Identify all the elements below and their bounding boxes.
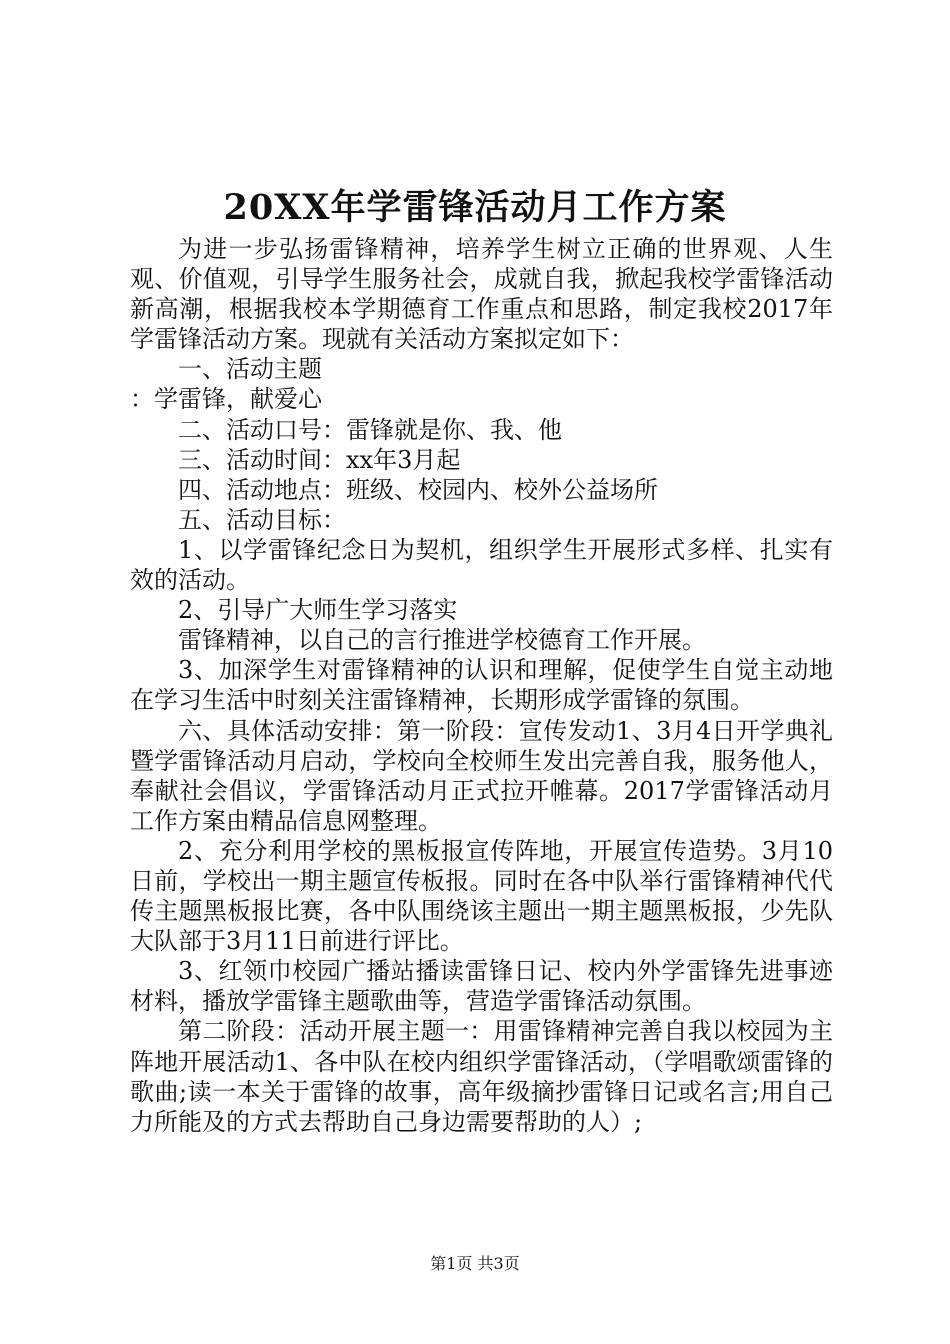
paragraph-intro: 为进一步弘扬雷锋精神，培养学生树立正确的世界观、人生观、价值观，引导学生服务社会，成就自我，掀起我校学雷锋活动新高潮，根据我校本学期德育工作重点和思路，制定我校2017年学雷锋活动方案。现就有关活动方案拟定如下： bbox=[130, 235, 833, 354]
paragraph-section-theme: 一、活动主题 bbox=[178, 355, 322, 384]
paragraph-stage-2: 第二阶段：活动开展主题一：用雷锋精神完善自我以校园为主阵地开展活动1、各中队在校内组织学雷锋活动，（学唱歌颂雷锋的歌曲;读一本关于雷锋的故事，高年级摘抄雷锋日记或名言;用自己力所能及的方式去帮助自己身边需要帮助的人）; bbox=[130, 1017, 833, 1136]
paragraph-arrangement-2: 2、充分利用学校的黑板报宣传阵地，开展宣传造势。3月10日前，学校出一期主题宣传板报。同时在各中队举行雷锋精神代代传主题黑板报比赛，各中队围绕该主题出一期主题黑板报，少先队大队部于3月11日前进行评比。 bbox=[130, 836, 833, 956]
paragraph-theme-value: ：学雷锋，献爱心 bbox=[130, 385, 322, 414]
paragraph-goal-1: 1、以学雷锋纪念日为契机，组织学生开展形式多样、扎实有效的活动。 bbox=[130, 535, 833, 595]
paragraph-goal-3: 3、加深学生对雷锋精神的认识和理解，促使学生自觉主动地在学习生活中时刻关注雷锋精神，长期形成学雷锋的氛围。 bbox=[130, 656, 833, 715]
paragraph-arrangement-stage-1: 六、具体活动安排：第一阶段：宣传发动1、3月4日开学典礼暨学雷锋活动月启动，学校向全校师生发出完善自我，服务他人，奉献社会倡议，学雷锋活动月正式拉开帷幕。2017学雷锋活动月工作方案由精品信息网整理。 bbox=[130, 716, 833, 835]
paragraph-slogan: 二、活动口号：雷锋就是你、我、他 bbox=[178, 415, 562, 444]
paragraph-goals: 五、活动目标： bbox=[178, 505, 346, 534]
paragraph-location: 四、活动地点：班级、校园内、校外公益场所 bbox=[178, 475, 658, 504]
paragraph-time: 三、活动时间：xx年3月起 bbox=[178, 445, 461, 474]
document-body bbox=[130, 234, 833, 1137]
page-number: 第1页 bbox=[430, 1254, 473, 1273]
paragraph-arrangement-3: 3、红领巾校园广播站播读雷锋日记、校内外学雷锋先进事迹材料，播放学雷锋主题歌曲等，营造学雷锋活动氛围。 bbox=[130, 957, 833, 1016]
page-total: 共3页 bbox=[477, 1254, 520, 1273]
document-title: 20XX年学雷锋活动月工作方案 bbox=[223, 187, 727, 228]
page-footer bbox=[0, 1253, 950, 1275]
paragraph-goal-2-cont: 雷锋精神，以自己的言行推进学校德育工作开展。 bbox=[178, 626, 706, 655]
paragraph-goal-2: 2、引导广大师生学习落实 bbox=[178, 596, 458, 625]
